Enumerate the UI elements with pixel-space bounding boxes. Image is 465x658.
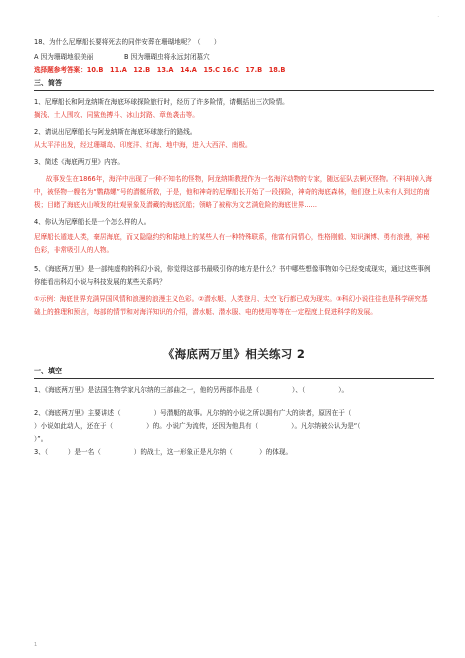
fill-in-3: 3、（ ）是一名（ ）的战士，这一形象正是凡尔纳（ ）的体现。 [34,448,293,456]
question-2: 2、请说出尼摩船长与阿龙纳斯在海底环球旅行的路线。 [34,128,197,136]
corner-mark-top: · [437,14,439,20]
fill-in-1: 1、《海底两万里》是法国生物学家凡尔纳的三部曲之一，他的另两部作品是（ ）、（ ）。 [34,386,349,394]
question-18-options [34,53,434,62]
section-3-title: 三、简答 [34,79,62,87]
answer-4: 尼摩船长遁迹人类，豪居海底，而又隐隐约约和陆地上的某些人有一种特殊联系，他富有同情心，性格刚毅、知识渊博、勇有浪漫，神秘色彩，非常吸引人的人物。 [34,233,430,254]
fill-in-section-title: 一、填空 [34,367,62,375]
fill-in-2-line-3: ）”。 [34,435,48,443]
answer-1: 搁浅、土人围攻、同鲨鱼搏斗、冰山封路、章鱼袭击等。 [34,111,199,119]
answer-2: 从太平洋出发，经过珊瑚岛、印度洋、红海、地中海，进入大西洋、南极。 [34,141,252,149]
fill-in-2-line-2: ）小说如此动人，还在于（ ）的。小说广为流传，还因为他具有（ ）。凡尔纳被公认为是“（ [34,422,361,430]
answer-5: ①示例：海底世界充满异国风情和浪漫的浪漫主义色彩。②潜水艇、人类登月、太空飞行都已成为现实。③科幻小说往往也是科学研究基础上的推理和预言，每部的情节和对海洋知识的介绍，潜水艇、潜水服、电的使用等等在一定程度上促进科学的发展。 [34,295,428,316]
question-18: 18、为什么尼摩船长要将死去的同伴安葬在珊瑚地呢？（ ） [34,38,221,46]
question-5: 5、《海底两万里》是一部纯虚构的科幻小说，你觉得这部书最吸引你的地方是什么？书中哪些想像事物如今已经变成现实，通过这些事例你能看出科幻小说与科技发展的某些关系吗？ [34,265,431,286]
question-1: 1、尼摩船长和阿龙纳斯在海底环球探险旅行时，经历了许多险情，请概括出三次险情。 [34,98,289,106]
corner-mark-bottom: 1 [34,642,38,648]
answer-key: 选择题参考答案：10.B 11.A 12.B 13.A 14.A 15.C 16.C 17.B 18.B [34,66,286,74]
option-a: A 因为珊瑚地很美丽 [34,53,94,61]
question-4: 4、你认为尼摩船长是一个怎么样的人。 [34,218,151,226]
section-divider-2 [34,378,434,379]
fill-in-2-line-1: 2、《海底两万里》主要讲述（ ）号潜艇的故事。凡尔纳的小说之所以拥有广大的读者，原因在于（ [34,409,352,417]
section-divider [34,90,434,91]
option-b: B 因为珊瑚虫将永远封闭墓穴 [124,53,210,61]
answer-3: 故事发生在1866年，海洋中出现了一种不知名的怪物，阿龙纳斯教授作为一名海洋动物的专家，随远征队去剿灭怪物。不料却掉入海中，被怪物一艘名为“鹦鹉螺”号的潜艇所救，于是，他和神奇的尼摩船长开始了一段探险，神奇的海底森林，他们登上从未有人到过的南极；目睹了海底火山喷发的壮观景象及潜藏的海底沉船；领略了被称为文艺满危险的海底世界...... [34,175,433,209]
question-3: 3、简述《海底两万里》内容。 [34,158,124,166]
document-page [34,38,434,457]
exercise-2-title: 《海底两万里》相关练习 2 [162,347,306,361]
